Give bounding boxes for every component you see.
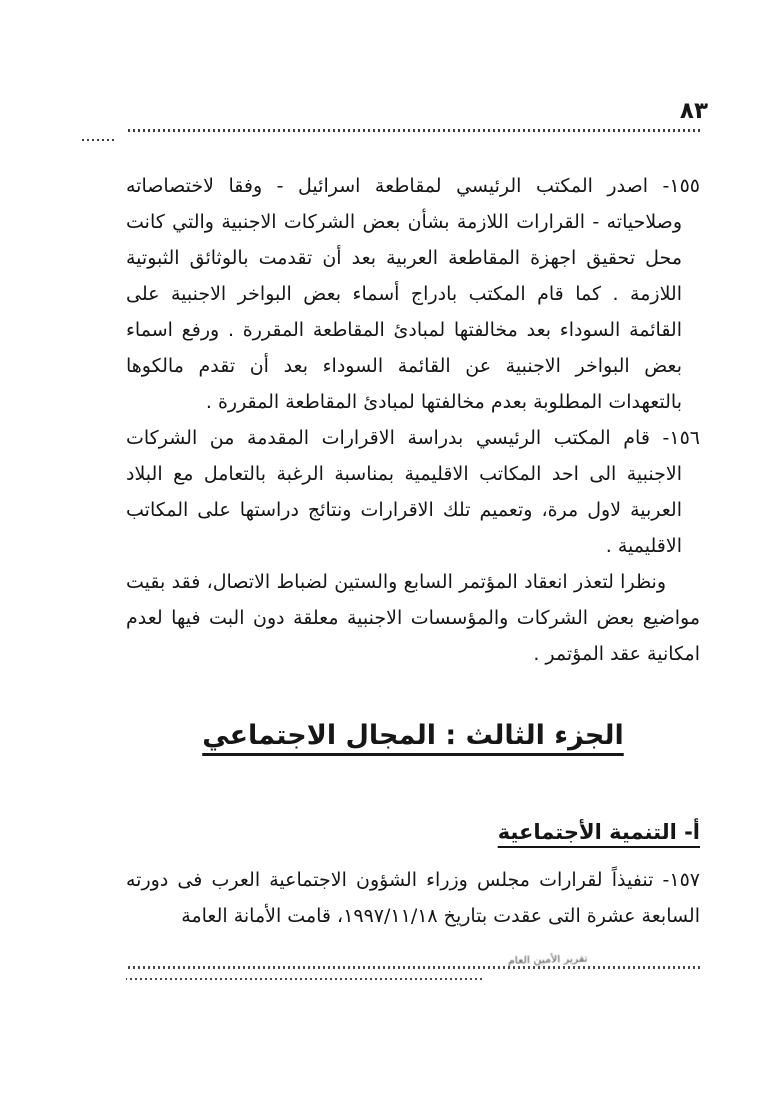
footer-dotted-rule-bottom xyxy=(126,978,482,980)
page-body xyxy=(126,168,700,934)
footer-dotted-rule-top xyxy=(126,952,700,969)
paragraph-note-text: ونظرا لتعذر انعقاد المؤتمر السابع والستين لضباط الاتصال، فقد بقيت مواضيع بعض الشركات والمؤسسات الاجنبية معلقة دون البت فيها لعدم امكانية عقد المؤتمر . xyxy=(126,571,700,665)
paragraph-155-number: ١٥٥- xyxy=(662,175,700,197)
subsection-heading xyxy=(126,814,700,850)
paragraph-156-number: ١٥٦- xyxy=(662,427,700,449)
header-dotted-rule-fragment xyxy=(80,139,114,141)
footer-note-text: تقرير الأمين العام xyxy=(508,952,589,967)
paragraph-note xyxy=(126,564,700,672)
section-heading-text: الجزء الثالث : المجال الاجتماعي xyxy=(202,720,624,751)
paragraph-157-text: تنفيذاً لقرارات مجلس وزراء الشؤون الاجتماعية العرب فى دورته السابعة عشرة التى عقدت بتاريخ ١٩٩٧/١١/١٨، قامت الأمانة العامة xyxy=(126,869,700,927)
page-number: ٨٣ xyxy=(679,98,708,124)
subsection-heading-text: أ- التنمية الأجتماعية xyxy=(497,820,700,844)
section-heading xyxy=(126,718,700,754)
paragraph-155 xyxy=(126,168,700,420)
page-footer xyxy=(126,952,700,980)
paragraph-156-text: قام المكتب الرئيسي بدراسة الاقرارات المقدمة من الشركات الاجنبية الى احد المكاتب الاقليمية بمناسبة الرغبة بالتعامل مع البلاد العربية لاول مرة، وتعميم تلك الاقرارات ونتائج دراستها على المكاتب الاقليمية . xyxy=(126,427,682,557)
paragraph-157 xyxy=(126,862,700,934)
paragraph-155-text: اصدر المكتب الرئيسي لمقاطعة اسرائيل - وفقا لاختصاصاته وصلاحياته - القرارات اللازمة بشأن بعض الشركات الاجنبية والتي كانت محل تحقيق اجهزة المقاطعة العربية بعد أن تقدمت بالوثائق الثبوتية اللازمة . كما قام المكتب بادراج أسماء بعض البواخر الاجنبية على القائمة السوداء بعد مخالفتها لمبادئ المقاطعة المقررة . ورفع اسماء بعض البواخر الاجنبية عن القائمة السوداء بعد أن تقدم مالكوها بالتعهدات المطلوبة بعدم مخالفتها لمبادئ المقاطعة المقررة . xyxy=(126,175,682,413)
paragraph-157-number: ١٥٧- xyxy=(662,869,700,891)
paragraph-156 xyxy=(126,420,700,564)
header-dotted-rule xyxy=(126,129,700,132)
